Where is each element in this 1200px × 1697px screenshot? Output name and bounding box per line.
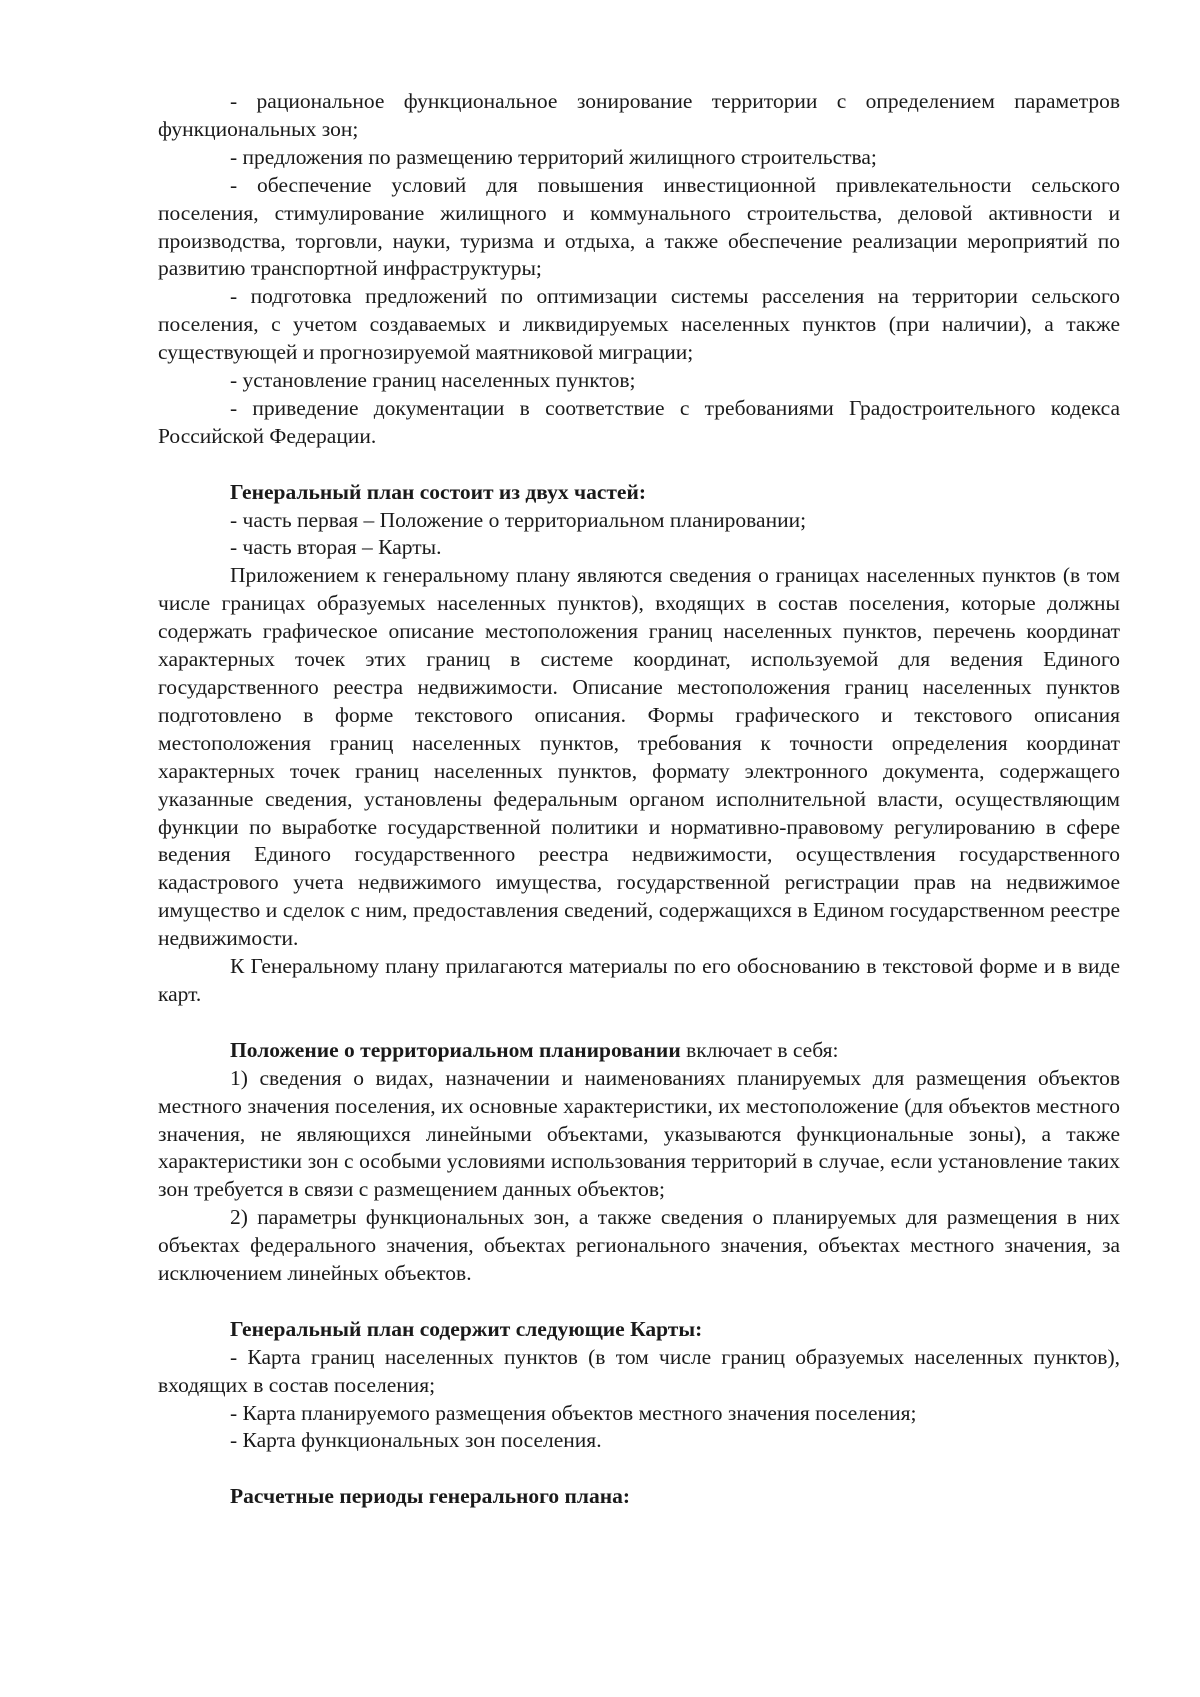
list-item-map-objects: - Карта планируемого размещения объектов местного значения поселения; xyxy=(230,1400,917,1425)
section-heading-provision xyxy=(158,1037,1120,1065)
spacer xyxy=(158,451,1120,479)
list-item-documentation: - приведение документации в соответствие с требованиями Градостроительного кодекса Российской Федерации. xyxy=(158,395,1120,448)
heading-bold-part: Положение о территориальном планировании xyxy=(230,1037,681,1062)
list-item-housing: - предложения по размещению территорий жилищного строительства; xyxy=(230,144,877,169)
paragraph-materials: К Генеральному плану прилагаются материалы по его обоснованию в текстовой форме и в виде карт. xyxy=(158,954,1120,1006)
section-heading-maps: Генеральный план содержит следующие Карты: xyxy=(230,1316,703,1341)
spacer xyxy=(158,1455,1120,1483)
spacer xyxy=(158,1009,1120,1037)
heading-rest-part: включает в себя: xyxy=(680,1037,839,1062)
section-heading-periods: Расчетные периоды генерального плана: xyxy=(230,1484,631,1509)
list-item-investment: - обеспечение условий для повышения инвестиционной привлекательности сельского поселения, стимулирование жилищного и коммунального строительства, деловой активности и производства, торговли, науки, туризма и отдыха, а также обеспечение реализации мероприятий по развитию транспортной инфраструктуры; xyxy=(158,172,1120,281)
list-item-part-one: - часть первая – Положение о территориальном планировании; xyxy=(230,507,807,532)
list-item-boundaries: - установление границ населенных пунктов; xyxy=(230,368,636,393)
list-item-map-boundaries: - Карта границ населенных пунктов (в том числе границ образуемых населенных пунктов), входящих в состав поселения; xyxy=(158,1344,1120,1397)
list-item-part-two: - часть вторая – Карты. xyxy=(230,535,442,560)
spacer xyxy=(158,1288,1120,1316)
document-page xyxy=(158,88,1120,1511)
list-item-objects-info: 1) сведения о видах, назначении и наименованиях планируемых для размещения объектов местного значения поселения, их основные характеристики, их местоположение (для объектов местного значения, не являющихся линейными объектами, указываются функциональные зоны), а также характеристики зон с особыми условиями использования территорий в случае, если установление таких зон требуется в связи с размещением данных объектов; xyxy=(158,1065,1120,1202)
paragraph-appendix: Приложением к генеральному плану являются сведения о границах населенных пунктов (в том числе границах образуемых населенных пунктов), входящих в состав поселения, которые должны содержать графическое описание местоположения границ населенных пунктов, перечень координат характерных точек этих границ в системе координат, используемой для ведения Единого государственного реестра недвижимости. Описание местоположения границ населенных пунктов подготовлено в форме текстового описания. Формы графического и текстового описания местоположения границ населенных пунктов, требования к точности определения координат характерных точек границ населенных пунктов, формату электронного документа, содержащего указанные сведения, установлены федеральным органом исполнительной власти, осуществляющим функции по выработке государственной политики и нормативно-правовому регулированию в сфере ведения Единого государственного реестра недвижимости, осуществления государственного кадастрового учета недвижимого имущества, государственной регистрации прав на недвижимое имущество и сделок с ним, предоставления сведений, содержащихся в Едином государственном реестре недвижимости. xyxy=(158,563,1120,951)
section-heading-parts: Генеральный план состоит из двух частей: xyxy=(230,479,647,504)
list-item-zoning: - рациональное функциональное зонирование территории с определением параметров функциональных зон; xyxy=(158,89,1120,141)
list-item-map-zones: - Карта функциональных зон поселения. xyxy=(230,1428,602,1453)
list-item-zone-params: 2) параметры функциональных зон, а также сведения о планируемых для размещения в них объектах федерального значения, объектах регионального значения, объектах местного значения, за исключением линейных объектов. xyxy=(158,1205,1120,1286)
list-item-settlement: - подготовка предложений по оптимизации системы расселения на территории сельского поселения, с учетом создаваемых и ликвидируемых населенных пунктов (при наличии), а также существующей и прогнозируемой маятниковой миграции; xyxy=(158,284,1120,365)
